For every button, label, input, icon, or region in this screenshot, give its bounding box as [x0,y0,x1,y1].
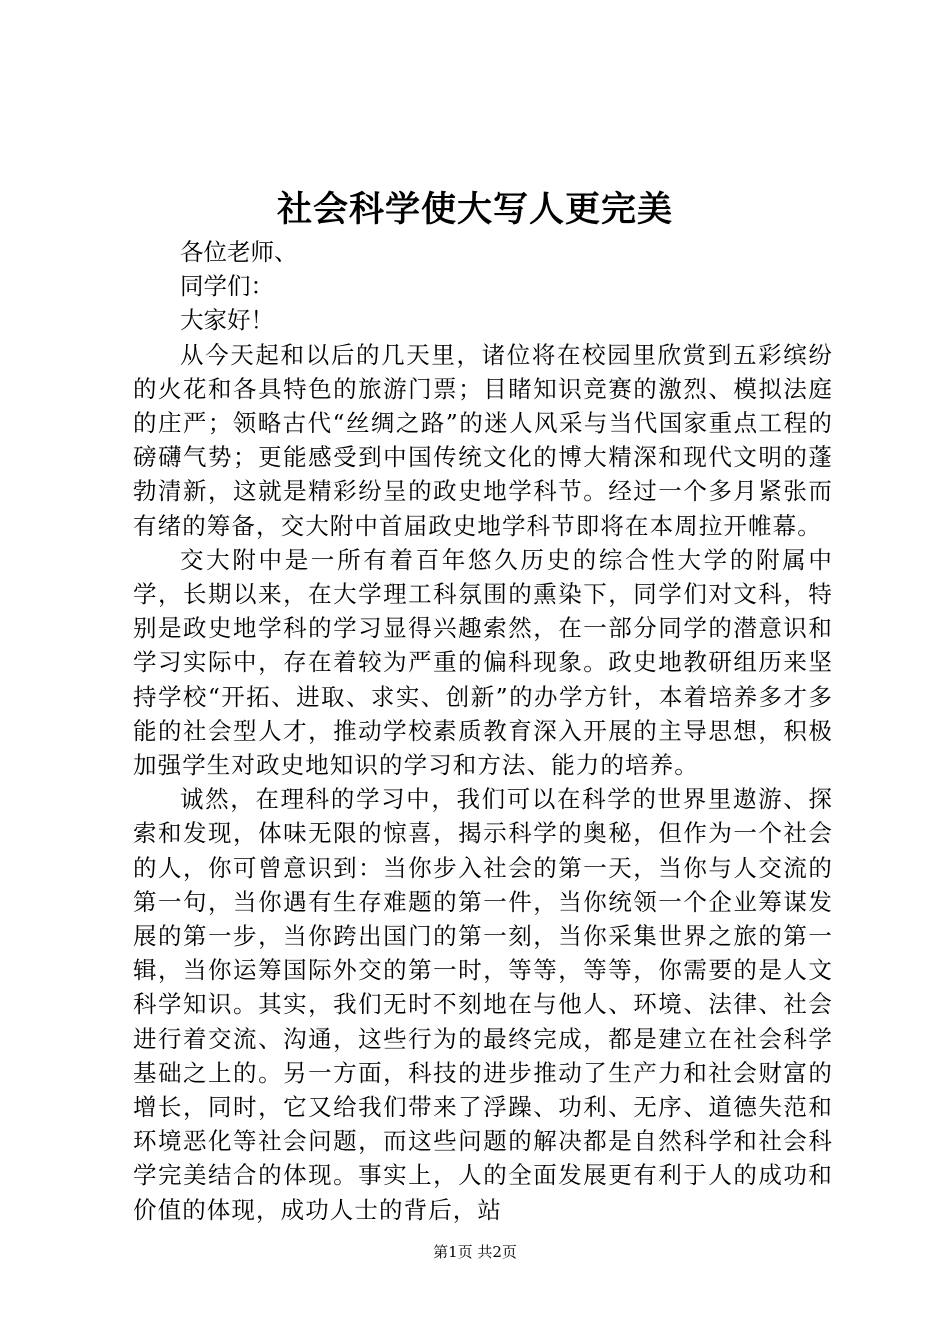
document-title: 社会科学使大写人更完美 [276,189,673,230]
document-body [133,235,833,1227]
paragraph-social-science: 诚然，在理科的学习中，我们可以在科学的世界里遨游、探索和发现，体味无限的惊喜，揭示科学的奥秘，但作为一个社会的人，你可曾意识到：当你步入社会的第一天，当你与人交流的第一句，当你遇有生存难题的第一件，当你统领一个企业筹谋发展的第一步，当你跨出国门的第一刻，当你采集世界之旅的第一辑，当你运筹国际外交的第一时，等等，等等，你需要的是人文科学知识。其实，我们无时不刻地在与他人、环境、法律、社会进行着交流、沟通，这些行为的最终完成，都是建立在社会科学基础之上的。另一方面，科技的进步推动了生产力和社会财富的增长，同时，它又给我们带来了浮躁、功利、无序、道德失范和环境恶化等社会问题，而这些问题的解决都是自然科学和社会科学完美结合的体现。事实上，人的全面发展更有利于人的成功和价值的体现，成功人士的背后，站 [133,785,833,1224]
salutation-teachers: 各位老师、 [180,238,298,266]
salutation-students: 同学们： [180,272,274,301]
page-indicator: 第1页 共2页 [433,1243,517,1261]
salutation-greeting: 大家好！ [180,306,274,335]
paragraph-school-background: 交大附中是一所有着百年悠久历史的综合性大学的附属中学，长期以来，在大学理工科氛围的熏染下，同学们对文科，特别是政史地学科的学习显得兴趣索然，在一部分同学的潜意识和学习实际中，存在着较为严重的偏科现象。政史地教研组历来坚持学校“开拓、进取、求实、创新”的办学方针，本着培养多才多能的社会型人才，推动学校素质教育深入开展的主导思想，积极加强学生对政史地知识的学习和方法、能力的培养。 [133,545,833,780]
paragraph-festival-intro: 从今天起和以后的几天里，诸位将在校园里欣赏到五彩缤纷的火花和各具特色的旅游门票；目睹知识竞赛的激烈、模拟法庭的庄严；领略古代“丝绸之路”的迷人风采与当代国家重点工程的磅礴气势；更能感受到中国传统文化的博大精深和现代文明的蓬勃清新，这就是精彩纷呈的政史地学科节。经过一个多月紧张而有绪的筹备，交大附中首届政史地学科节即将在本周拉开帷幕。 [133,340,833,540]
